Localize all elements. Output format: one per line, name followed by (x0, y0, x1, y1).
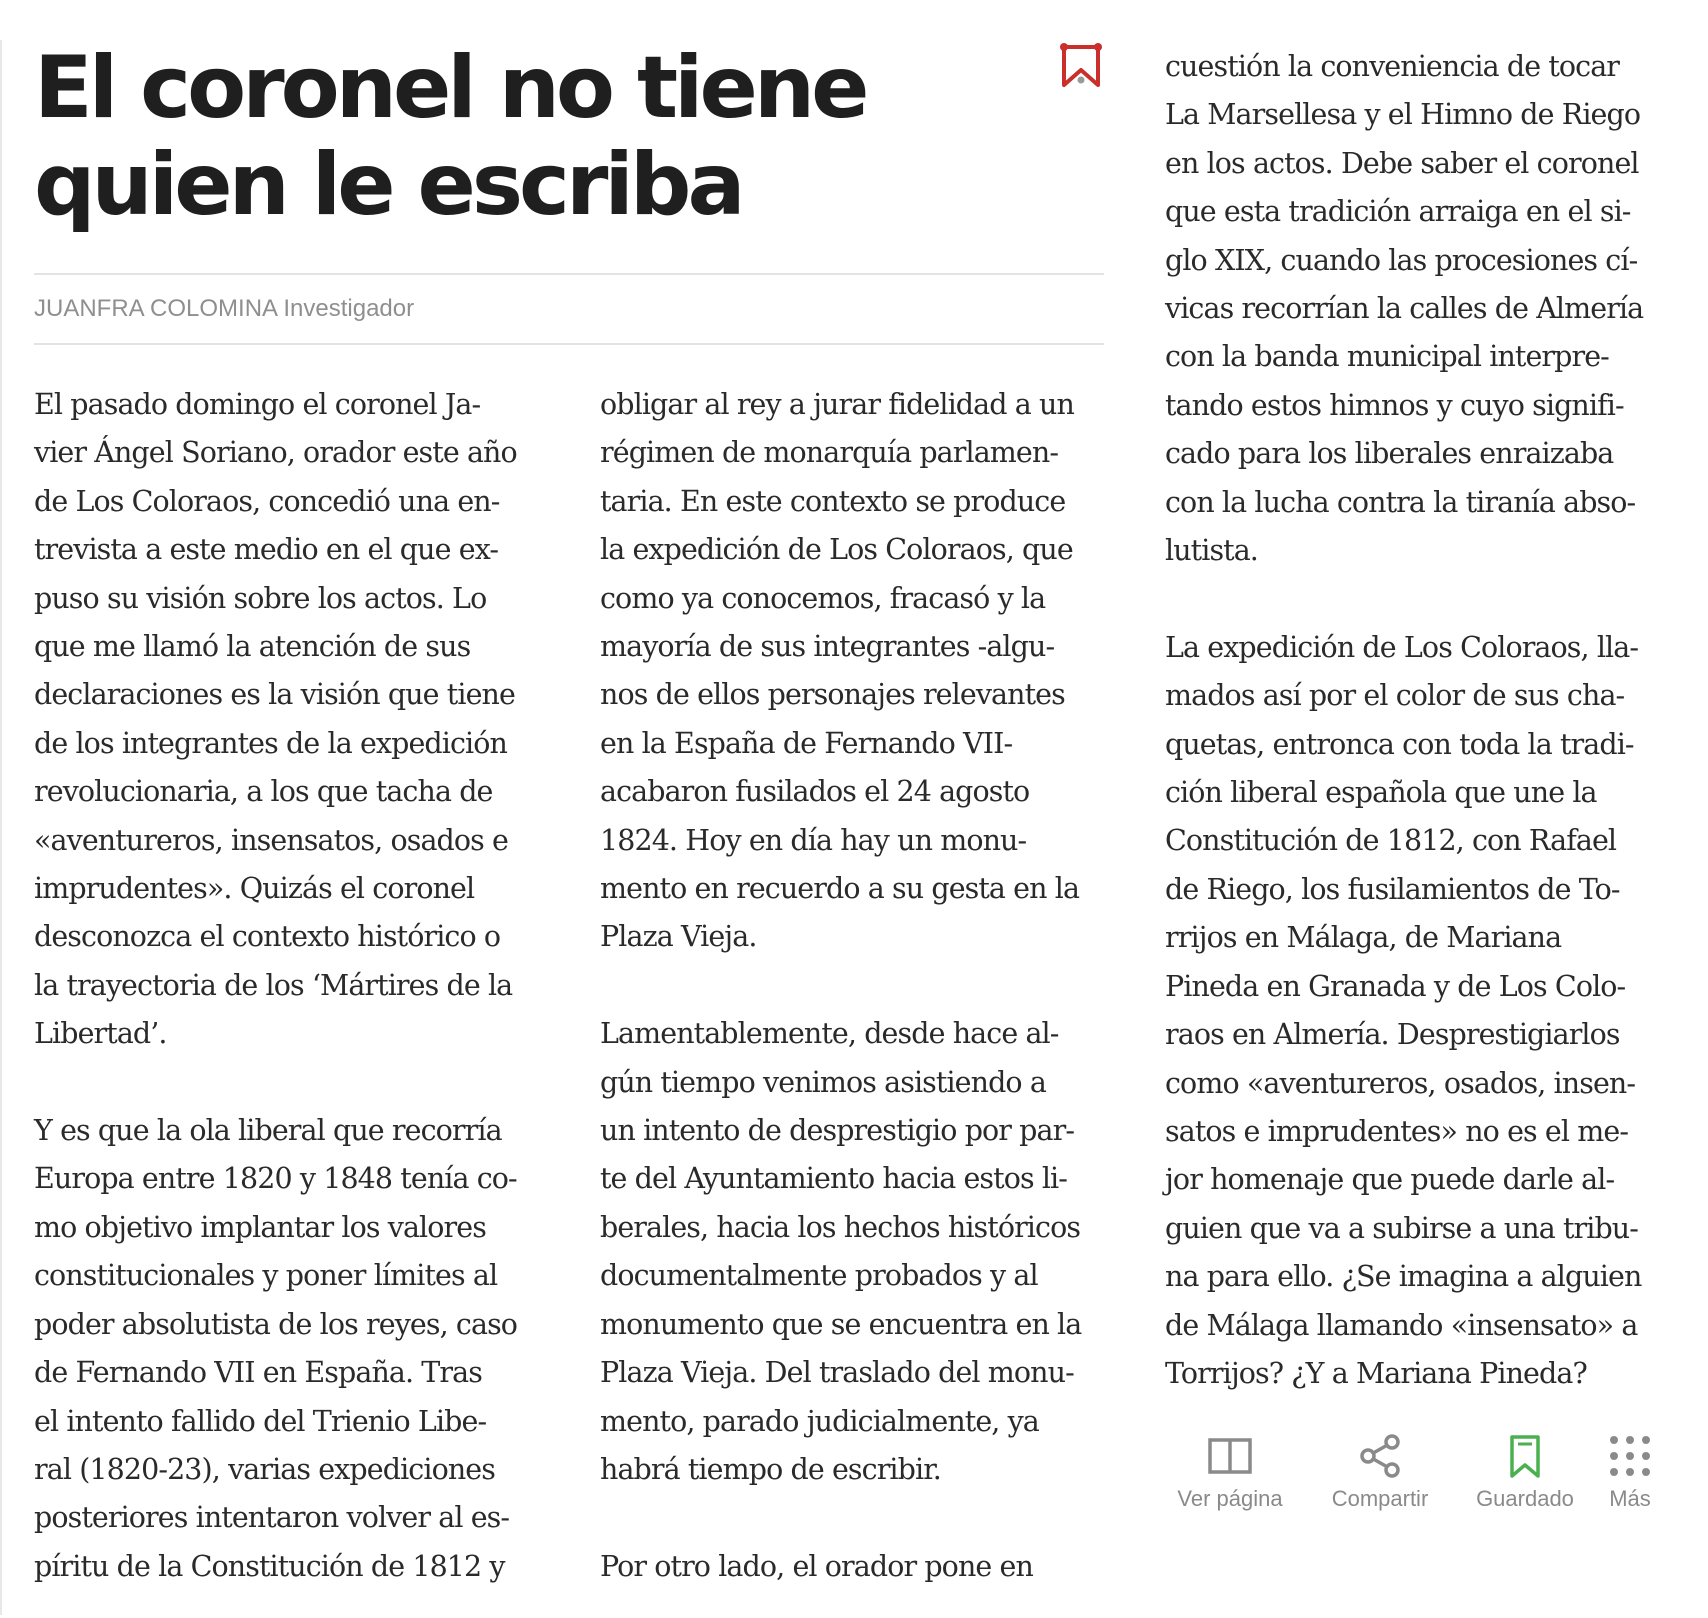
text-line: desconozca el contexto histórico o (34, 920, 501, 954)
text-line: el intento fallido del Trienio Libe- (34, 1404, 487, 1438)
more-label: Más (1609, 1486, 1651, 1511)
article-toolbar (1165, 1432, 1675, 1522)
text-line: con la lucha contra la tiranía abso- (1165, 485, 1636, 519)
article-column-1 (34, 381, 554, 1591)
text-line: rrijos en Málaga, de Mariana (1165, 921, 1562, 955)
title-divider (34, 273, 1104, 275)
text-line: ral (1820-23), varias expediciones (34, 1452, 495, 1486)
text-line: como «aventureros, osados, insen- (1165, 1066, 1636, 1100)
text-line: cado para los liberales enraizaba (1165, 437, 1614, 471)
text-line: Y es que la ola liberal que recorría (34, 1114, 502, 1148)
paragraph-gap (34, 1059, 554, 1107)
text-line: mento, parado judicialmente, ya (600, 1404, 1039, 1438)
paragraph-gap (1165, 575, 1685, 623)
text-line: El pasado domingo el coronel Ja- (34, 388, 481, 421)
article-column-3 (1165, 43, 1685, 1398)
text-line: na para ello. ¿Se imagina a alguien (1165, 1260, 1642, 1294)
saved-button[interactable] (1460, 1432, 1590, 1512)
bookmark-icon (1501, 1432, 1549, 1480)
more-button[interactable] (1590, 1432, 1670, 1512)
text-line: de Fernando VII en España. Tras (34, 1356, 482, 1390)
text-line: vicas recorrían la calles de Almería (1165, 292, 1644, 326)
text-line: tando estos himnos y cuyo signifi- (1165, 388, 1624, 422)
column-text (34, 381, 554, 1591)
grid-dots-icon (1606, 1432, 1654, 1480)
text-line: Plaza Vieja. Del traslado del monu- (600, 1356, 1074, 1390)
column-text (1165, 43, 1685, 1398)
text-line: Plaza Vieja. (600, 920, 757, 954)
text-line: como ya conocemos, fracasó y la (600, 581, 1046, 615)
text-line: monumento que se encuentra en la (600, 1307, 1082, 1341)
text-line: habrá tiempo de escribir. (600, 1452, 941, 1486)
text-line: Europa entre 1820 y 1848 tenía co- (34, 1162, 517, 1196)
text-line: raos en Almería. Desprestigiarlos (1165, 1018, 1620, 1052)
text-line: Libertad’. (34, 1017, 167, 1051)
text-line: trevista a este medio en el que ex- (34, 533, 499, 567)
text-line: mados así por el color de sus cha- (1165, 679, 1625, 713)
text-line: revolucionaria, a los que tacha de (34, 775, 493, 809)
text-line: gún tiempo venimos asistiendo a (600, 1065, 1046, 1099)
text-line: satos e imprudentes» no es el me- (1165, 1114, 1629, 1148)
text-line: ción liberal española que une la (1165, 776, 1597, 810)
text-line: con la banda municipal interpre- (1165, 340, 1609, 374)
text-line: vier Ángel Soriano, orador este año (34, 436, 517, 470)
page-edge-divider (0, 40, 2, 1615)
text-line: en los actos. Debe saber el coronel (1165, 146, 1639, 180)
view-page-label: Ver página (1177, 1486, 1283, 1511)
text-line: documentalmente probados y al (600, 1259, 1038, 1293)
paragraph-gap (600, 1494, 1120, 1542)
text-line: te del Ayuntamiento hacia estos li- (600, 1162, 1067, 1196)
share-icon (1356, 1432, 1404, 1480)
text-line: de Los Coloraos, concedió una en- (34, 484, 500, 518)
text-line: Constitución de 1812, con Rafael (1165, 824, 1617, 858)
article-column-2 (600, 381, 1120, 1591)
text-line: de Riego, los fusilamientos de To- (1165, 872, 1620, 906)
share-button[interactable] (1315, 1432, 1445, 1512)
text-line: que me llamó la atención de sus (34, 630, 471, 664)
text-line: poder absolutista de los reyes, caso (34, 1307, 518, 1341)
text-line: Torrijos? ¿Y a Mariana Pineda? (1165, 1356, 1587, 1390)
byline: JUANFRA COLOMINA Investigador (34, 295, 415, 322)
saved-label: Guardado (1476, 1486, 1574, 1511)
text-line: Por otro lado, el orador pone en (600, 1549, 1033, 1583)
column-text (600, 381, 1120, 1591)
text-line: acabaron fusilados el 24 agosto (600, 775, 1030, 809)
article-title: El coronel no tiene quien le escriba (34, 38, 866, 235)
text-line: berales, hacia los hechos históricos (600, 1210, 1081, 1244)
paragraph-gap (600, 962, 1120, 1010)
text-line: lutista. (1165, 534, 1258, 568)
text-line: La expedición de Los Coloraos, lla- (1165, 630, 1639, 664)
text-line: constitucionales y poner límites al (34, 1259, 498, 1293)
text-line: mayoría de sus integrantes -algu- (600, 630, 1055, 664)
bookmark-ribbon-icon[interactable] (1059, 43, 1103, 89)
share-label: Compartir (1331, 1486, 1429, 1511)
text-line: en la España de Fernando VII- (600, 726, 1013, 760)
text-line: «aventureros, insensatos, osados e (34, 823, 508, 857)
text-line: posteriores intentaron volver al es- (34, 1501, 510, 1535)
view-page-button[interactable] (1165, 1432, 1295, 1512)
text-line: La Marsellesa y el Himno de Riego (1165, 98, 1641, 132)
text-line: mento en recuerdo a su gesta en la (600, 872, 1080, 906)
text-line: declaraciones es la visión que tiene (34, 678, 515, 712)
text-line: nos de ellos personajes relevantes (600, 678, 1065, 712)
text-line: cuestión la conveniencia de tocar (1165, 50, 1620, 83)
text-line: Lamentablemente, desde hace al- (600, 1017, 1059, 1051)
text-line: taria. En este contexto se produce (600, 484, 1066, 518)
text-line: imprudentes». Quizás el coronel (34, 872, 475, 906)
text-line: de los integrantes de la expedición (34, 726, 507, 760)
text-line: píritu de la Constitución de 1812 y (34, 1549, 505, 1583)
text-line: mo objetivo implantar los valores (34, 1210, 486, 1244)
text-line: un intento de desprestigio por par- (600, 1114, 1075, 1148)
text-line: puso su visión sobre los actos. Lo (34, 581, 487, 615)
text-line: 1824. Hoy en día hay un monu- (600, 823, 1027, 857)
text-line: de Málaga llamando «insensato» a (1165, 1308, 1638, 1342)
text-line: Pineda en Granada y de Los Colo- (1165, 969, 1626, 1003)
text-line: la trayectoria de los ‘Mártires de la (34, 968, 513, 1002)
text-line: obligar al rey a jurar fidelidad a un (600, 388, 1074, 421)
book-open-icon (1206, 1432, 1254, 1480)
text-line: la expedición de Los Coloraos, que (600, 533, 1073, 567)
text-line: guien que va a subirse a una tribu- (1165, 1211, 1638, 1245)
text-line: que esta tradición arraiga en el si- (1165, 195, 1631, 229)
text-line: régimen de monarquía parlamen- (600, 436, 1059, 470)
text-line: quetas, entronca con toda la tradi- (1165, 727, 1634, 761)
text-line: jor homenaje que puede darle al- (1165, 1163, 1615, 1197)
byline-divider (34, 343, 1104, 345)
text-line: glo XIX, cuando las procesiones cí- (1165, 243, 1638, 277)
